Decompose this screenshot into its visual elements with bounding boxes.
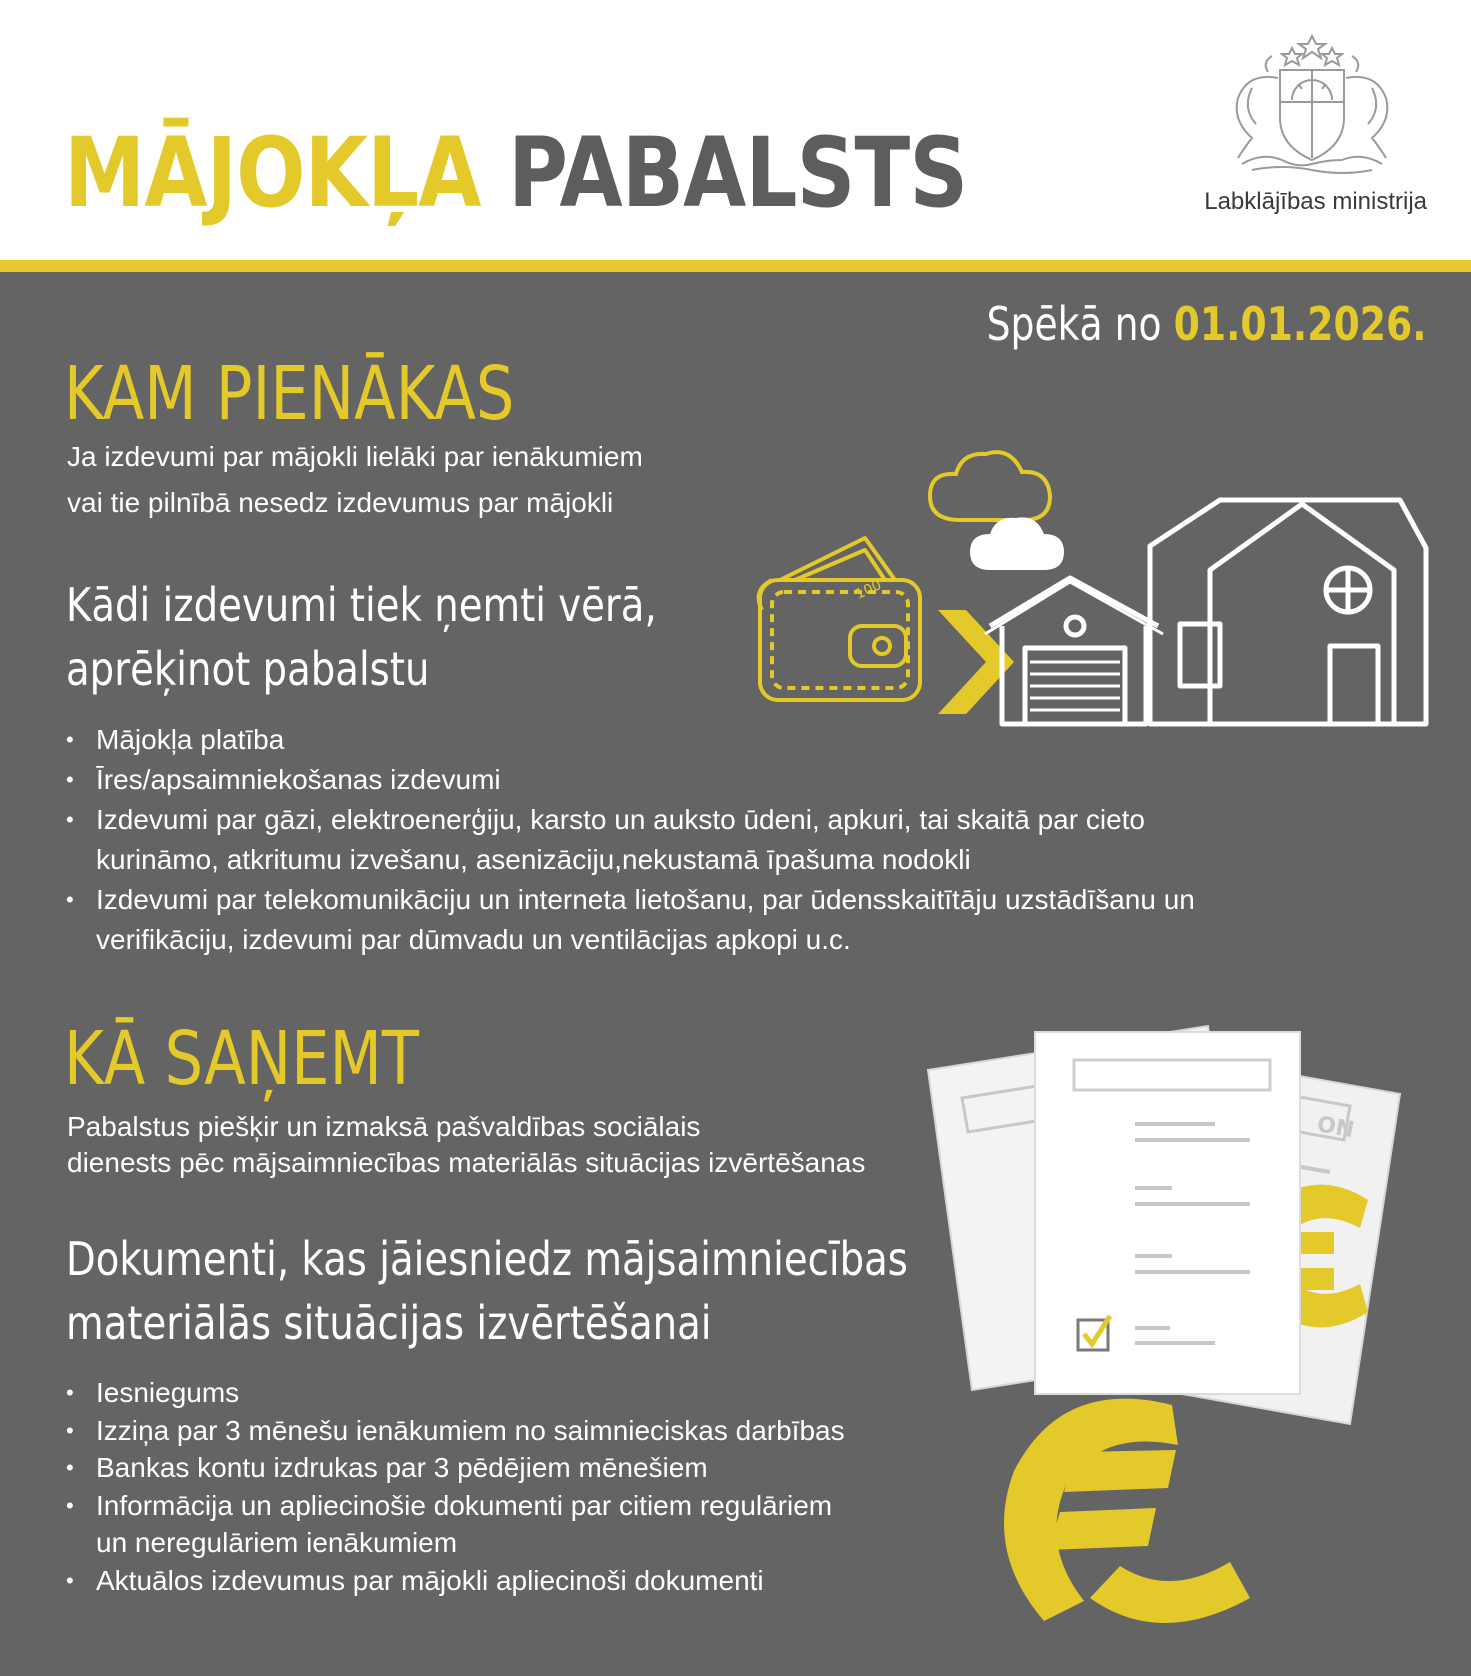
title-part-2: PABALSTS [508,117,968,229]
list-item: • Mājokļa platība [66,720,1195,760]
cloud-icon [930,452,1050,520]
document-text: ON [1315,1112,1356,1144]
ministry-name: Labklājības ministrija [1204,188,1427,215]
expenses-subtitle-line-2: aprēķinot pabalstu [66,642,430,696]
how-to-get-line-1: Pabalstus piešķir un izmaksā pašvaldības sociālais [67,1111,701,1142]
list-item: • Izdevumi par telekomunikāciju un interneta lietošanu, par ūdensskaitītāju uzstādīšanu un verifikāciju, izdevumi par dūmvadu un ventilācijas apkopi u.c. [66,880,1195,960]
banknote-text: 100 [853,577,885,603]
effective-date [987,297,1427,351]
document-icon [1035,1032,1300,1394]
list-item: • Izziņa par 3 mēnešu ienākumiem no saimnieciskas darbības [66,1412,845,1450]
section-title-eligibility: KAM PIENĀKAS [64,351,515,437]
list-item: • Bankas kontu izdrukas par 3 pēdējiem mēnešiem [66,1449,845,1487]
section-title-how-to-get: KĀ SAŅEMT [64,1016,419,1102]
title-part-1: MĀJOKĻA [64,117,481,229]
list-item: • Izdevumi par gāzi, elektroenerģiju, karsto un auksto ūdeni, apkuri, tai skaitā par cieto kurināmo, atkritumu izvešanu, asenizāciju,nekustamā īpašuma nodokli [66,800,1195,880]
documents-subtitle [66,1227,908,1355]
list-item: • Aktuālos izdevumus par mājokli apliecinoši dokumenti [66,1562,845,1600]
how-to-get-description [67,1109,865,1181]
list-item: • Iesniegums [66,1374,845,1412]
list-item: • Īres/apsaimniekošanas izdevumi [66,760,1195,800]
effective-label: Spēkā no [987,297,1163,351]
page-title [64,118,967,228]
documents-subtitle-line-1: Dokumenti, kas jāiesniedz mājsaimniecības [66,1232,908,1286]
house-icon [985,500,1426,724]
documents-illustration [920,1020,1420,1640]
effective-date-value: 01.01.2026. [1174,297,1427,351]
header-divider [0,260,1471,272]
coat-of-arms-icon [1212,28,1412,178]
eligibility-line-1: Ja izdevumi par mājokli lielāki par ienākumiem [67,441,643,472]
expenses-subtitle-line-1: Kādi izdevumi tiek ņemti vērā, [66,578,657,632]
eligibility-line-2: vai tie pilnībā nesedz izdevumus par mājokli [67,487,614,518]
list-item: • Informācija un apliecinošie dokumenti par citiem regulāriem un neregulāriem ienākumiem [66,1487,845,1562]
documents-list [66,1374,845,1599]
how-to-get-line-2: dienests pēc mājsaimniecības materiālās situācijas izvērtēšanas [67,1147,866,1178]
cloud-icon [970,517,1064,570]
documents-subtitle-line-2: materiālās situācijas izvērtēšanai [66,1296,712,1350]
eligibility-description [67,434,643,526]
expenses-subtitle [66,573,657,701]
euro-icon [1004,1399,1250,1623]
wallet-icon [759,538,920,700]
housing-illustration [700,430,1440,760]
